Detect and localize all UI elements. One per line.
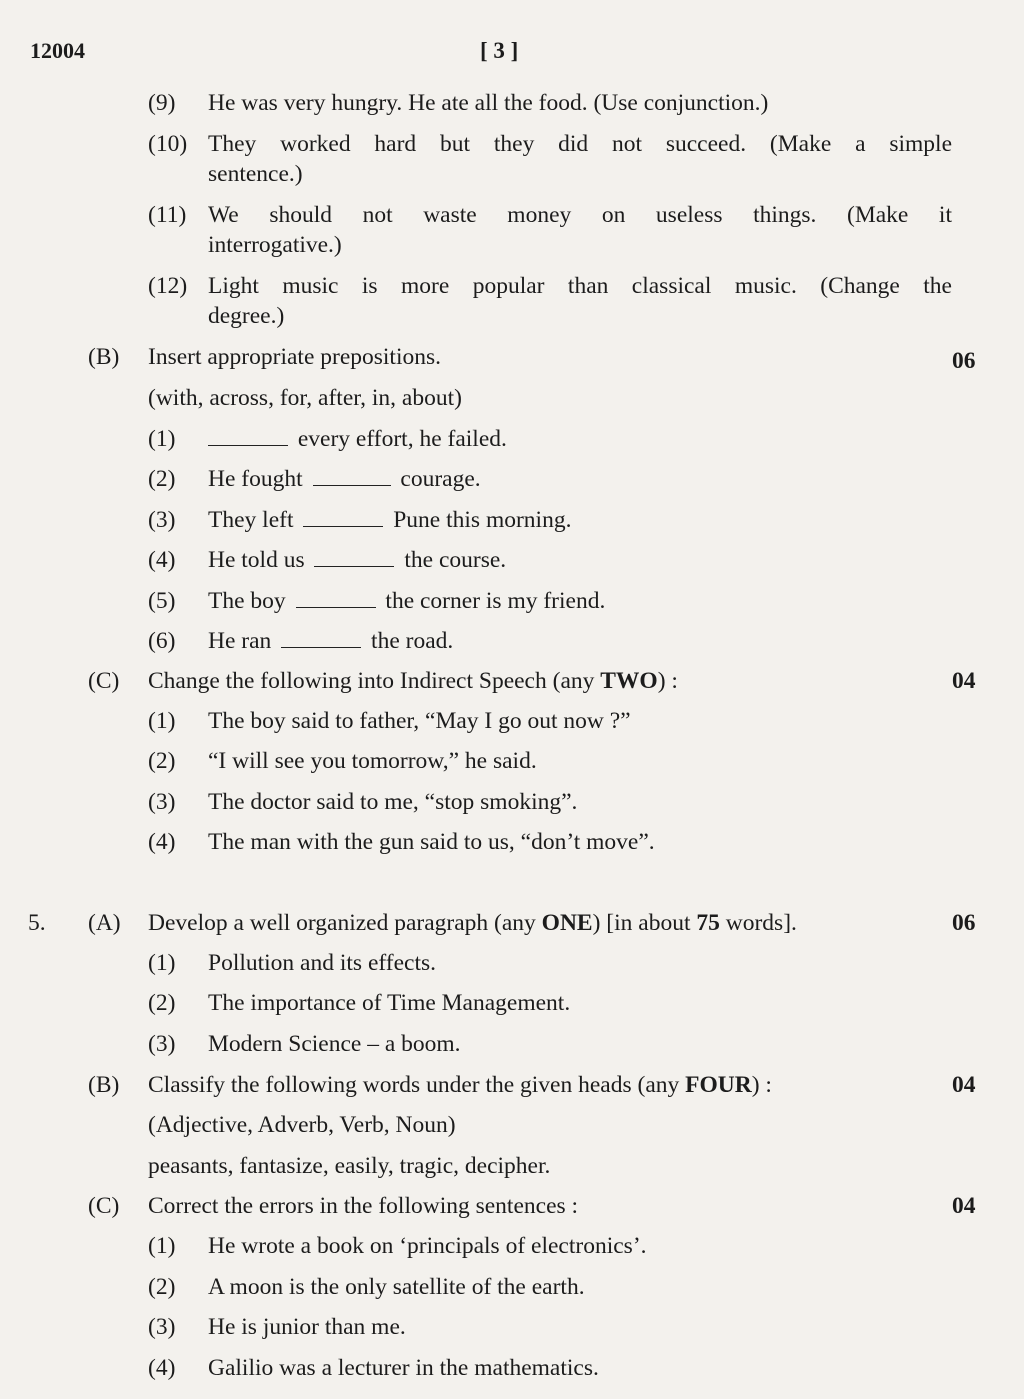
item-text: Modern Science – a boom. xyxy=(208,1031,461,1057)
marks: 04 xyxy=(952,668,976,694)
item-text: We should not waste money on useless things. (Make it xyxy=(208,202,952,228)
section-label: (C) xyxy=(88,1193,120,1219)
item-after: the corner is my friend. xyxy=(385,588,606,614)
item-before: He told us xyxy=(208,547,305,573)
item-number: (1) xyxy=(148,708,176,734)
item-before: He fought xyxy=(208,466,303,492)
item-number: (6) xyxy=(148,628,176,654)
item-text: Pollution and its effects. xyxy=(208,950,437,976)
section-title: Change the following into Indirect Speech (any TWO) : xyxy=(148,668,678,694)
fill-blank[interactable] xyxy=(303,506,383,527)
item-text-cont: degree.) xyxy=(208,303,285,329)
item-after: courage. xyxy=(400,466,481,492)
item-text: They worked hard but they did not succeed. (Make a simple xyxy=(208,131,952,157)
question-number: 5. xyxy=(28,910,46,936)
item-text xyxy=(208,586,605,616)
section-title: Develop a well organized paragraph (any ONE) [in about 75 words]. xyxy=(148,910,797,936)
item-number: (3) xyxy=(148,507,176,533)
section-label: (A) xyxy=(88,910,121,936)
item-number: (9) xyxy=(148,90,176,116)
item-text xyxy=(208,464,481,494)
item-text: Galilio was a lecturer in the mathematics. xyxy=(208,1355,599,1381)
preposition-options: (with, across, for, after, in, about) xyxy=(148,385,462,411)
item-before: They left xyxy=(208,507,294,533)
item-before: The boy xyxy=(208,588,286,614)
item-text xyxy=(208,424,507,454)
item-number: (5) xyxy=(148,588,176,614)
item-after: every effort, he failed. xyxy=(297,426,507,452)
item-number: (2) xyxy=(148,1274,176,1300)
section-title: Insert appropriate prepositions. xyxy=(148,344,442,370)
item-number: (12) xyxy=(148,273,188,299)
word-list: peasants, fantasize, easily, tragic, decipher. xyxy=(148,1153,551,1179)
item-text: He was very hungry. He ate all the food. (Use conjunction.) xyxy=(208,90,769,116)
item-before: He ran xyxy=(208,628,272,654)
item-text: He wrote a book on ‘principals of electronics’. xyxy=(208,1233,647,1259)
fill-blank[interactable] xyxy=(208,425,288,446)
fill-blank[interactable] xyxy=(296,587,376,608)
item-number: (4) xyxy=(148,829,176,855)
item-text xyxy=(208,545,506,575)
marks: 04 xyxy=(952,1072,976,1098)
item-text-cont: sentence.) xyxy=(208,161,303,187)
paper-code: 12004 xyxy=(30,38,85,63)
item-number: (3) xyxy=(148,1031,176,1057)
item-text-cont: interrogative.) xyxy=(208,232,342,258)
item-number: (2) xyxy=(148,748,176,774)
item-number: (4) xyxy=(148,1355,176,1381)
item-number: (1) xyxy=(148,950,176,976)
item-text: The man with the gun said to us, “don’t move”. xyxy=(208,829,655,855)
page-number: [ 3 ] xyxy=(480,38,519,63)
section-label: (C) xyxy=(88,668,120,694)
section-title: Classify the following words under the given heads (any FOUR) : xyxy=(148,1072,772,1098)
marks: 06 xyxy=(952,348,976,374)
section-label: (B) xyxy=(88,344,120,370)
item-text: A moon is the only satellite of the earth. xyxy=(208,1274,585,1300)
item-number: (10) xyxy=(148,131,188,157)
item-after: the course. xyxy=(404,547,507,573)
word-heads: (Adjective, Adverb, Verb, Noun) xyxy=(148,1112,456,1138)
item-text: The doctor said to me, “stop smoking”. xyxy=(208,789,578,815)
item-after: Pune this morning. xyxy=(393,507,572,533)
item-number: (1) xyxy=(148,1233,176,1259)
item-number: (3) xyxy=(148,789,176,815)
item-number: (4) xyxy=(148,547,176,573)
item-text: He is junior than me. xyxy=(208,1314,406,1340)
item-text: The importance of Time Management. xyxy=(208,990,571,1016)
item-number: (1) xyxy=(148,426,176,452)
item-number: (3) xyxy=(148,1314,176,1340)
item-text xyxy=(208,626,453,656)
fill-blank[interactable] xyxy=(281,627,361,648)
fill-blank[interactable] xyxy=(314,546,394,567)
marks: 06 xyxy=(952,910,976,936)
marks: 04 xyxy=(952,1193,976,1219)
section-title: Correct the errors in the following sentences : xyxy=(148,1193,579,1219)
item-text xyxy=(208,505,571,535)
item-number: (11) xyxy=(148,202,187,228)
fill-blank[interactable] xyxy=(313,465,391,486)
item-number: (2) xyxy=(148,466,176,492)
item-text: The boy said to father, “May I go out now ?” xyxy=(208,708,631,734)
item-text: “I will see you tomorrow,” he said. xyxy=(208,748,537,774)
item-text: Light music is more popular than classical music. (Change the xyxy=(208,273,952,299)
item-number: (2) xyxy=(148,990,176,1016)
section-label: (B) xyxy=(88,1072,120,1098)
item-after: the road. xyxy=(371,628,454,654)
